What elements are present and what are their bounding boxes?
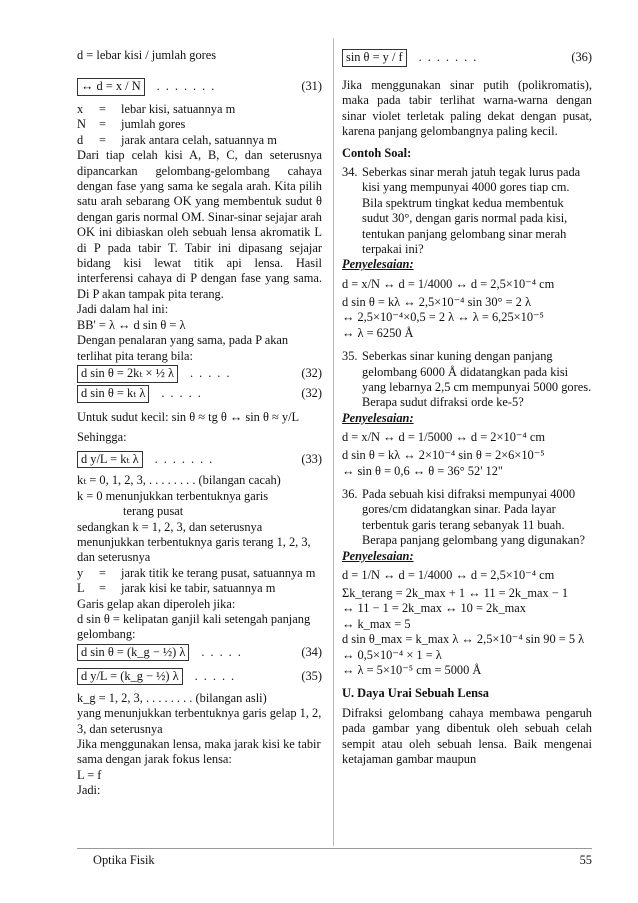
equation-32a xyxy=(77,364,322,384)
solution-line: Σk_terang = 2k_max + 1 ↔ 11 = 2k_max − 1 xyxy=(342,585,569,600)
paragraph: sedangkan k = 1, 2, 3, dan seterusnya menunjukkan terbentuknya garis terang 1, 2, 3, dan seterusnya xyxy=(77,519,311,565)
formula-33: d y/L = kₜ λ xyxy=(77,451,143,468)
symbol: N xyxy=(77,117,86,132)
equation-number: (36) xyxy=(571,50,592,65)
formula-32a: d sin θ = 2kₜ × ½ λ xyxy=(77,365,178,382)
symbol: L xyxy=(77,581,85,596)
formula-31: ↔ d = x / N xyxy=(77,78,145,95)
solution-line: ↔ 0,5×10⁻⁴ × 1 = λ xyxy=(342,647,442,662)
k0-note-cont: terang pusat xyxy=(123,504,184,519)
leader-dots: ....... xyxy=(156,79,221,94)
paragraph: Garis gelap akan diperoleh jika: xyxy=(77,596,236,611)
paragraph: Jadi dalam hal ini: xyxy=(77,302,169,317)
example-number: 35. xyxy=(342,349,358,364)
solution-line: d = 1/N ↔ d = 1/4000 ↔ d = 2,5×10⁻⁴ cm xyxy=(342,567,555,582)
equals: = xyxy=(99,565,106,580)
solution-line: ↔ k_max = 5 xyxy=(342,616,411,631)
paragraph: Difraksi gelombang cahaya membawa pengaruh pada gambar yang dibentuk oleh sebuah celah sempit atau oleh sebuah lensa. Baik mengenai ketajaman gambar maupun xyxy=(342,705,592,767)
definition-list-2 xyxy=(77,566,322,597)
definition-text: jarak kisi ke tabir, satuannya m xyxy=(121,581,276,596)
solution-line: ↔ 2,5×10⁻⁴×0,5 = 2 λ ↔ λ = 6,25×10⁻⁵ xyxy=(342,310,544,325)
equation-34 xyxy=(77,643,322,663)
paragraph: Sehingga: xyxy=(77,429,127,444)
definition-text: jarak titik ke terang pusat, satuannya m xyxy=(121,565,316,580)
kg-values: k_g = 1, 2, 3, . . . . . . . . (bilangan asli) xyxy=(77,690,267,705)
example-question: Seberkas sinar merah jatuh tegak lurus pada kisi yang mempunyai 4000 gores tiap cm. Bila spektrum tingkat kedua membentuk sudut 30°, dengan garis normal pada kisi, tentukan panjang gelombang sinar merah terpakai ini? xyxy=(362,165,581,257)
solution-line: ↔ λ = 6250 Å xyxy=(342,325,414,340)
solution-line: ↔ 11 − 1 = 2k_max ↔ 10 = 2k_max xyxy=(342,601,526,616)
kt-values: kₜ = 0, 1, 2, 3, . . . . . . . . (bilangan cacah) xyxy=(77,473,281,488)
equation-31 xyxy=(77,72,322,102)
symbol: d xyxy=(77,132,84,147)
leader-dots: ..... xyxy=(194,669,241,684)
right-column xyxy=(342,38,592,767)
formula-35: d y/L = (k_g − ½) λ xyxy=(77,668,183,685)
definition-row xyxy=(77,102,322,117)
solution-line: d sin θ = kλ ↔ 2,5×10⁻⁴ sin 30° = 2 λ xyxy=(342,294,531,309)
column-divider xyxy=(333,38,334,846)
solution-line: d sin θ_max = k_max λ ↔ 2,5×10⁻⁴ sin 90 = 5 λ xyxy=(342,632,585,647)
leader-dots: ....... xyxy=(154,451,219,466)
example-heading: Contoh Soal: xyxy=(342,145,412,160)
example-35 xyxy=(342,349,592,411)
solution-line: ↔ sin θ = 0,6 ↔ θ = 36° 52' 12" xyxy=(342,463,503,478)
equation-number: (33) xyxy=(301,451,322,466)
example-number: 36. xyxy=(342,486,358,501)
example-question: Pada sebuah kisi difraksi mempunyai 4000 gores/cm didatangkan sinar. Pada layar terbentuk garis terang sebanyak 11 buah. Berapa panjang gelombang yang digunakan? xyxy=(362,486,585,548)
paragraph: Jika menggunakan sinar putih (polikromatis), maka pada tabir terlihat warna-warna dengan sinar violet terletak paling dekat dengan pusat, karena panjang gelombangnya paling kecil. xyxy=(342,78,592,139)
paragraph: Dari tiap celah kisi A, B, C, dan seterusnya dipancarkan gelombang-gelombang cahaya dengan fase yang sama ke segala arah. Kita pilih satu arah sebarang OK yang membentuk sudut θ dengan garis normal OM. Sinar-sinar sejajar arah OK ini dibiaskan oleh sebuah lensa akromatik L di P pada tabir T. Tabir ini dipasang sejajar bidang kisi lewat titik api lensa. Hasil interferensi cahaya di P dengan fase yang sama. Di P akan tampak pita terang. xyxy=(77,148,322,301)
equals: = xyxy=(99,102,106,116)
symbol: x xyxy=(77,102,84,116)
example-number: 34. xyxy=(342,165,358,180)
page-number: 55 xyxy=(579,853,592,867)
definition-list-1 xyxy=(77,102,322,148)
solution-heading: Penyelesaian: xyxy=(342,410,414,425)
footer-title: Optika Fisik xyxy=(93,853,155,867)
solution-line: d sin θ = kλ ↔ 2×10⁻⁴ sin θ = 2×6×10⁻⁵ xyxy=(342,448,545,463)
definition-text: jarak antara celah, satuannya m xyxy=(121,132,277,147)
leader-dots: ....... xyxy=(418,50,483,65)
solution-line: d = x/N ↔ d = 1/5000 ↔ d = 2×10⁻⁴ cm xyxy=(342,430,545,445)
paragraph: yang menunjukkan terbentuknya garis gelap 1, 2, 3, dan seterusnya xyxy=(77,706,322,736)
example-36 xyxy=(342,487,592,549)
definition-row xyxy=(77,581,322,596)
equation-36 xyxy=(342,38,592,78)
formula-34: d sin θ = (k_g − ½) λ xyxy=(77,644,189,661)
formula-small-angle: Untuk sudut kecil: sin θ ≈ tg θ ↔ sin θ ≈ y/L xyxy=(77,409,300,424)
symbol: y xyxy=(77,565,84,580)
equation-number: (31) xyxy=(301,79,322,94)
formula-36: sin θ = y / f xyxy=(342,49,407,66)
paragraph: d sin θ = kelipatan ganjil kali setengah panjang gelombang: xyxy=(77,611,311,642)
section-heading: U. Daya Urai Sebuah Lensa xyxy=(342,686,489,701)
footer-rule xyxy=(77,848,592,849)
paragraph: Jadi: xyxy=(77,783,101,798)
solution-line: d = x/N ↔ d = 1/4000 ↔ d = 2,5×10⁻⁴ cm xyxy=(342,276,555,291)
formula-lebar-kisi: d = lebar kisi / jumlah gores xyxy=(77,48,217,62)
definition-text: jumlah gores xyxy=(121,117,186,132)
definition-row xyxy=(77,117,322,132)
equation-number: (32) xyxy=(301,386,322,401)
solution-heading: Penyelesaian: xyxy=(342,548,414,563)
definition-row xyxy=(77,566,322,581)
formula-lf: L = f xyxy=(77,767,102,782)
paragraph: Jika menggunakan lensa, maka jarak kisi ke tabir sama dengan jarak fokus lensa: xyxy=(77,737,321,767)
definition-text: lebar kisi, satuannya m xyxy=(121,102,236,116)
equals: = xyxy=(99,132,106,147)
formula-bb: BB' = λ ↔ d sin θ = λ xyxy=(77,317,186,332)
paragraph: Dengan penalaran yang sama, pada P akan terlihat pita terang bila: xyxy=(77,333,289,363)
equation-number: (34) xyxy=(301,645,322,660)
solution-line: ↔ λ = 5×10⁻⁵ cm = 5000 Å xyxy=(342,663,482,677)
leader-dots: ..... xyxy=(190,366,236,381)
solution-heading: Penyelesaian: xyxy=(342,257,414,272)
definition-row xyxy=(77,133,322,148)
k0-note: k = 0 menunjukkan terbentuknya garis xyxy=(77,488,269,503)
formula-32b: d sin θ = kₜ λ xyxy=(77,385,149,402)
example-34 xyxy=(342,165,592,257)
leader-dots: ..... xyxy=(161,386,207,401)
equals: = xyxy=(99,581,106,596)
equation-32b xyxy=(77,384,322,404)
equals: = xyxy=(99,117,106,132)
equation-number: (32) xyxy=(301,366,322,381)
left-column xyxy=(77,38,322,799)
leader-dots: ..... xyxy=(201,645,247,660)
equation-number: (35) xyxy=(301,669,322,684)
example-question: Seberkas sinar kuning dengan panjang gelombang 6000 Å didatangkan pada kisi yang lebarnya 2,5 cm mempunyai 5000 gores. Berapa sudut difraksi orde ke-5? xyxy=(362,349,592,410)
equation-35 xyxy=(77,663,322,691)
equation-33 xyxy=(77,445,322,473)
